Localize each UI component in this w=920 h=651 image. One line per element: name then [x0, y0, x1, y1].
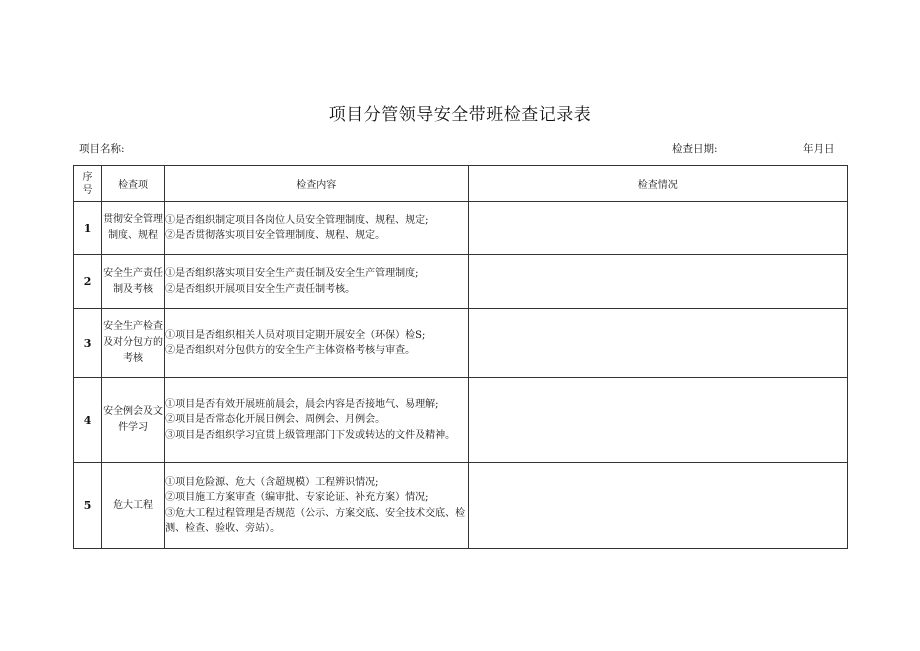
row-result-cell[interactable]	[468, 202, 848, 255]
content-line: ②项目施工方案审查（编审批、专家论证、补充方案）情况;	[165, 492, 429, 503]
table-row	[74, 202, 848, 255]
content-line: ②是否组织开展项目安全生产责任制考核。	[165, 283, 356, 295]
table-row	[74, 255, 848, 309]
row-no: 2	[74, 255, 102, 309]
content-line: ③危大工程过程管理是否规范（公示、方案交底、安全技术交底、检测、检查、验收、旁站）。	[165, 507, 466, 534]
row-no: 1	[74, 202, 102, 255]
row-result-cell[interactable]	[468, 463, 848, 549]
row-result-cell[interactable]	[468, 309, 848, 378]
content-line: ①项目是否有效开展班前晨会，晨会内容是否接地气、易理解;	[165, 398, 439, 410]
content-line: ②项目是否常态化开展日例会、周例会、月例会。	[165, 414, 386, 426]
row-content	[165, 378, 468, 463]
date-format-label: 年月日	[803, 143, 835, 155]
table-row	[74, 378, 848, 463]
row-content	[165, 463, 468, 549]
header-result: 检查情况	[468, 166, 848, 202]
row-result-cell[interactable]	[468, 378, 848, 463]
table-header-row	[74, 166, 848, 202]
content-line: ①项目危险源、危大（含超规模）工程辨识情况;	[165, 476, 379, 488]
content-line: ②是否贯彻落实项目安全管理制度、规程、规定。	[165, 230, 386, 241]
row-no: 3	[74, 309, 102, 378]
row-no: 5	[74, 463, 102, 549]
header-no-line-2: 号	[82, 184, 93, 196]
inspection-record-table	[73, 165, 848, 549]
content-line: ③项目是否组织学习宜贯上级管理部门下发或转达的文件及精神。	[165, 429, 456, 441]
header-no	[74, 166, 102, 202]
row-item: 安全例会及文件学习	[102, 378, 165, 463]
row-item: 危大工程	[102, 463, 165, 549]
table-row	[74, 309, 848, 378]
project-name-label: 项目名称:	[79, 143, 125, 155]
row-content	[165, 255, 468, 309]
row-content	[165, 309, 468, 378]
row-no: 4	[74, 378, 102, 463]
row-result-cell[interactable]	[468, 255, 848, 309]
header-item: 检查项	[102, 166, 165, 202]
header-no-line-1: 序	[82, 171, 93, 183]
row-item: 贯彻安全管理制度、规程	[102, 202, 165, 255]
row-item: 安全生产检查及对分包方的考核	[102, 309, 165, 378]
content-line: ①是否组织落实项目安全生产责任制及安全生产管理制度;	[165, 268, 419, 279]
row-item: 安全生产责任制及考核	[102, 255, 165, 309]
header-content: 检查内容	[165, 166, 468, 202]
content-line: ①是否组织制定项目各岗位人员安全管理制度、规程、规定;	[165, 214, 429, 226]
content-line: ②是否组织对分包供方的安全生产主体资格考核与审查。	[165, 345, 416, 356]
content-line: ①项目是否组织相关人员对项目定期开展安全（环保）检S;	[165, 329, 426, 341]
inspection-date-label: 检查日期:	[672, 143, 718, 155]
row-content	[165, 202, 468, 255]
document-title: 项目分管领导安全带班检查记录表	[328, 105, 592, 125]
table-row	[74, 463, 848, 549]
